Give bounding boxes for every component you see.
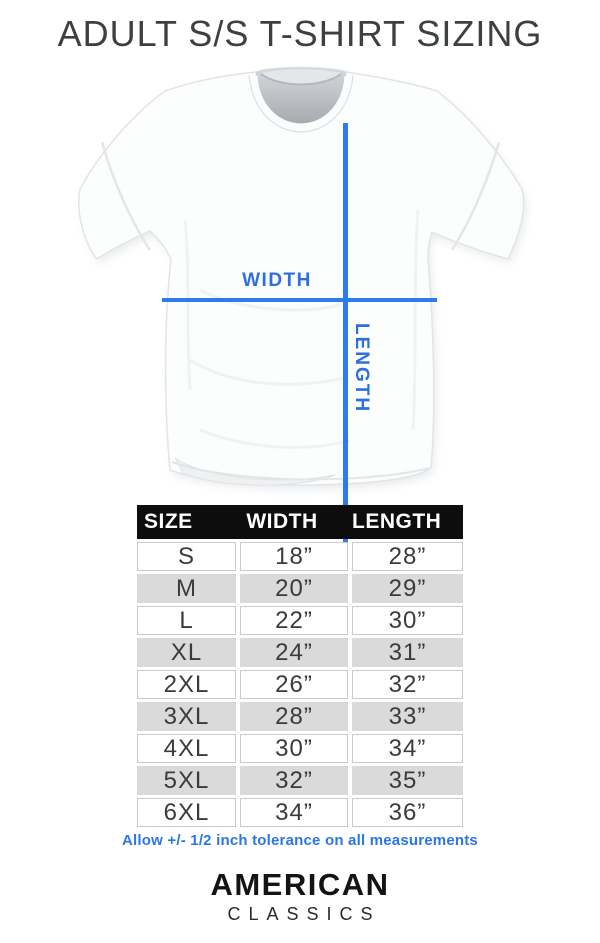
brand-name: AMERICAN bbox=[210, 867, 390, 902]
size-table-header bbox=[137, 505, 463, 539]
size-cell: S bbox=[137, 542, 236, 571]
length-measure-line bbox=[343, 123, 348, 554]
size-cell: XL bbox=[137, 638, 236, 667]
size-cell: L bbox=[137, 606, 236, 635]
width-cell: 34” bbox=[240, 798, 348, 827]
width-label: WIDTH bbox=[242, 270, 312, 291]
size-cell: 5XL bbox=[137, 766, 236, 795]
width-cell: 24” bbox=[240, 638, 348, 667]
tolerance-note: Allow +/- 1/2 inch tolerance on all measurements bbox=[122, 832, 478, 849]
size-table-body bbox=[137, 542, 463, 827]
length-cell: 31” bbox=[352, 638, 463, 667]
width-cell: 20” bbox=[240, 574, 348, 603]
length-cell: 32” bbox=[352, 670, 463, 699]
width-cell: 18” bbox=[240, 542, 348, 571]
width-cell: 28” bbox=[240, 702, 348, 731]
length-cell: 35” bbox=[352, 766, 463, 795]
length-label: LENGTH bbox=[351, 323, 372, 414]
size-cell: 3XL bbox=[137, 702, 236, 731]
header-size: SIZE bbox=[144, 510, 193, 533]
size-cell: 2XL bbox=[137, 670, 236, 699]
length-cell: 29” bbox=[352, 574, 463, 603]
width-cell: 32” bbox=[240, 766, 348, 795]
size-cell: M bbox=[137, 574, 236, 603]
length-cell: 30” bbox=[352, 606, 463, 635]
width-cell: 22” bbox=[240, 606, 348, 635]
size-cell: 6XL bbox=[137, 798, 236, 827]
width-cell: 26” bbox=[240, 670, 348, 699]
length-cell: 36” bbox=[352, 798, 463, 827]
size-table bbox=[137, 505, 463, 827]
page-title: ADULT S/S T-SHIRT SIZING bbox=[57, 13, 543, 54]
length-cell: 33” bbox=[352, 702, 463, 731]
length-cell: 28” bbox=[352, 542, 463, 571]
header-width: WIDTH bbox=[246, 510, 318, 533]
width-cell: 30” bbox=[240, 734, 348, 763]
tshirt-diagram bbox=[0, 60, 600, 500]
header-length: LENGTH bbox=[352, 510, 442, 533]
brand-subname: CLASSICS bbox=[227, 904, 381, 924]
width-measure-line bbox=[162, 298, 437, 302]
length-cell: 34” bbox=[352, 734, 463, 763]
size-cell: 4XL bbox=[137, 734, 236, 763]
brand-logo bbox=[0, 867, 600, 925]
